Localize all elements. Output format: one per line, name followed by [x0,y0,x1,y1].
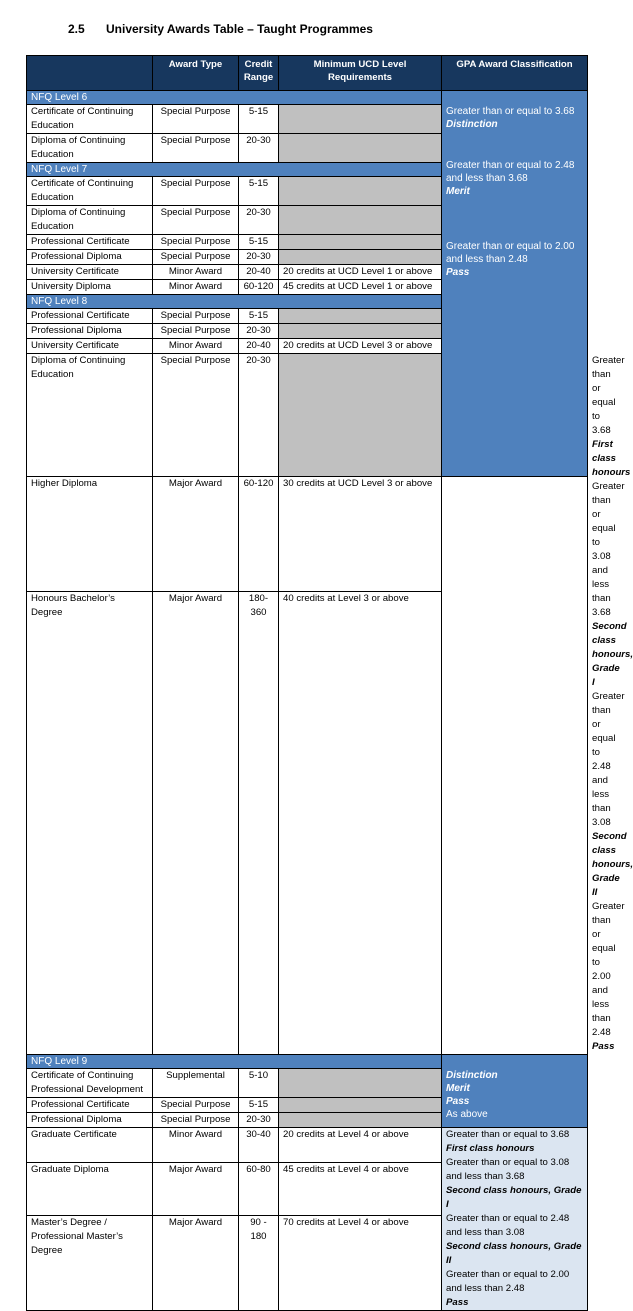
credit-range: 60-80 [239,1163,279,1216]
award-name: Diploma of Continuing Education [27,354,153,477]
gpa-class: Second class honours, Grade I [446,1185,582,1210]
award-type: Major Award [153,591,239,1054]
level-row [27,1055,588,1069]
award-type: Special Purpose [153,177,239,206]
gpa-class: Merit [446,186,470,197]
gpa-class: Merit [446,1083,470,1094]
credit-range: 20-30 [239,250,279,265]
min-level [279,206,442,235]
min-level [279,177,442,206]
award-type: Special Purpose [153,134,239,163]
gpa-text: Greater than or equal to 3.68 [446,106,575,117]
min-level: 30 credits at UCD Level 3 or above [279,477,442,592]
award-type: Supplemental [153,1069,239,1098]
gpa-cell [442,1128,588,1311]
award-name: Professional Certificate [27,1098,153,1113]
award-type: Special Purpose [153,235,239,250]
min-level [279,354,442,477]
header-award-type: Award Type [153,56,239,91]
gpa-text: Greater than or equal to 3.68 [446,1129,570,1140]
credit-range: 20-30 [239,206,279,235]
award-name: Professional Diploma [27,324,153,339]
min-level: 45 credits at Level 4 or above [279,1163,442,1216]
min-level [279,1113,442,1128]
award-name: Diploma of Continuing Education [27,206,153,235]
credit-range: 20-40 [239,265,279,280]
credit-range: 5-10 [239,1069,279,1098]
section-title: University Awards Table – Taught Programmes [106,22,373,36]
award-type: Minor Award [153,1128,239,1163]
level-label: NFQ Level 6 [27,91,442,105]
gpa-class: Distinction [446,119,498,130]
min-level [279,1098,442,1113]
award-name: Higher Diploma [27,477,153,592]
min-level [279,324,442,339]
credit-range: 5-15 [239,105,279,134]
award-type: Special Purpose [153,1098,239,1113]
header-min-level: Minimum UCD Level Requirements [279,56,442,91]
credit-range: 180-360 [239,591,279,1054]
award-name: Certificate of Continuing Professional Development [27,1069,153,1098]
level-label: NFQ Level 9 [27,1055,442,1069]
credit-range: 20-30 [239,354,279,477]
award-name: Professional Certificate [27,309,153,324]
credit-range: 5-15 [239,1098,279,1113]
min-level: 20 credits at UCD Level 1 or above [279,265,442,280]
award-name: Graduate Certificate [27,1128,153,1163]
min-level [279,134,442,163]
award-name: University Certificate [27,339,153,354]
award-name: Professional Diploma [27,1113,153,1128]
award-type: Special Purpose [153,250,239,265]
min-level [279,105,442,134]
award-name: Professional Diploma [27,250,153,265]
gpa-text: Greater than or equal to 2.00 and less than 2.48 [446,1269,570,1294]
credit-range: 20-30 [239,134,279,163]
award-name: Certificate of Continuing Education [27,177,153,206]
section-heading [68,22,373,36]
table-row [27,591,588,1054]
table-row: Diploma of Continuing Education Special Purpose 20-30 Greater than or equal to 3.68 First class honours Greater than or equal to 3.08 and less than 3.68 Second class honours, Grade I Greater than or equal to 2.48 and less than 3.08 Second class honours, Grade II Greater than or equal to 2.00 and less than 2.48 Pass [27,354,588,477]
gpa-text: As above [446,1109,488,1120]
award-name: Graduate Diploma [27,1163,153,1216]
award-type: Special Purpose [153,324,239,339]
table-row [27,1128,588,1163]
award-type: Special Purpose [153,354,239,477]
min-level [279,1069,442,1098]
credit-range: 20-30 [239,1113,279,1128]
gpa-class: Pass [446,267,470,278]
gpa-class: First class honours [446,1143,535,1154]
credit-range: 20-40 [239,339,279,354]
award-name: Professional Certificate [27,235,153,250]
award-type: Minor Award [153,265,239,280]
min-level [279,235,442,250]
gpa-cell [442,91,588,477]
award-name: Certificate of Continuing Education [27,105,153,134]
award-name: Honours Bachelor’s Degree [27,591,153,1054]
award-name: Diploma of Continuing Education [27,134,153,163]
min-level: 70 credits at Level 4 or above [279,1216,442,1311]
gpa-text: Greater than or equal to 2.00 and less than 2.48 [446,241,575,265]
gpa-class: Distinction [446,1070,498,1081]
credit-range: 30-40 [239,1128,279,1163]
credit-range: 5-15 [239,235,279,250]
min-level: 20 credits at Level 4 or above [279,1128,442,1163]
min-level [279,309,442,324]
award-type: Major Award [153,477,239,592]
level-label: NFQ Level 7 [27,163,442,177]
award-type: Special Purpose [153,206,239,235]
gpa-class: Pass [446,1297,469,1308]
credit-range: 5-15 [239,309,279,324]
min-level: 40 credits at Level 3 or above [279,591,442,1054]
min-level [279,250,442,265]
credit-range: 60-120 [239,280,279,295]
credit-range: 60-120 [239,477,279,592]
header-row [27,56,588,91]
gpa-class: Pass [446,1096,470,1107]
gpa-text: Greater than or equal to 2.48 and less than 3.08 [446,1213,570,1238]
award-type: Special Purpose [153,1113,239,1128]
header-award [27,56,153,91]
award-type: Major Award [153,1216,239,1311]
award-type: Special Purpose [153,309,239,324]
credit-range: 20-30 [239,324,279,339]
award-type: Minor Award [153,280,239,295]
award-type: Major Award [153,1163,239,1216]
section-number: 2.5 [68,22,85,36]
level-label: NFQ Level 8 [27,295,442,309]
credit-range: 5-15 [239,177,279,206]
header-gpa: GPA Award Classification [442,56,588,91]
gpa-text: Greater than or equal to 3.08 and less than 3.68 [446,1157,570,1182]
gpa-cell [442,1055,588,1128]
gpa-class: Second class honours, Grade II [446,1241,582,1266]
award-name: University Certificate [27,265,153,280]
award-name: University Diploma [27,280,153,295]
min-level: 45 credits at UCD Level 1 or above [279,280,442,295]
award-type: Minor Award [153,339,239,354]
table-row [27,477,588,592]
header-credit-range: Credit Range [239,56,279,91]
credit-range: 90 - 180 [239,1216,279,1311]
award-name: Master’s Degree / Professional Master’s Degree [27,1216,153,1311]
gpa-text: Greater than or equal to 2.48 and less than 3.68 [446,160,575,184]
level-row [27,91,588,105]
award-type: Special Purpose [153,105,239,134]
awards-table [26,55,633,1311]
min-level: 20 credits at UCD Level 3 or above [279,339,442,354]
